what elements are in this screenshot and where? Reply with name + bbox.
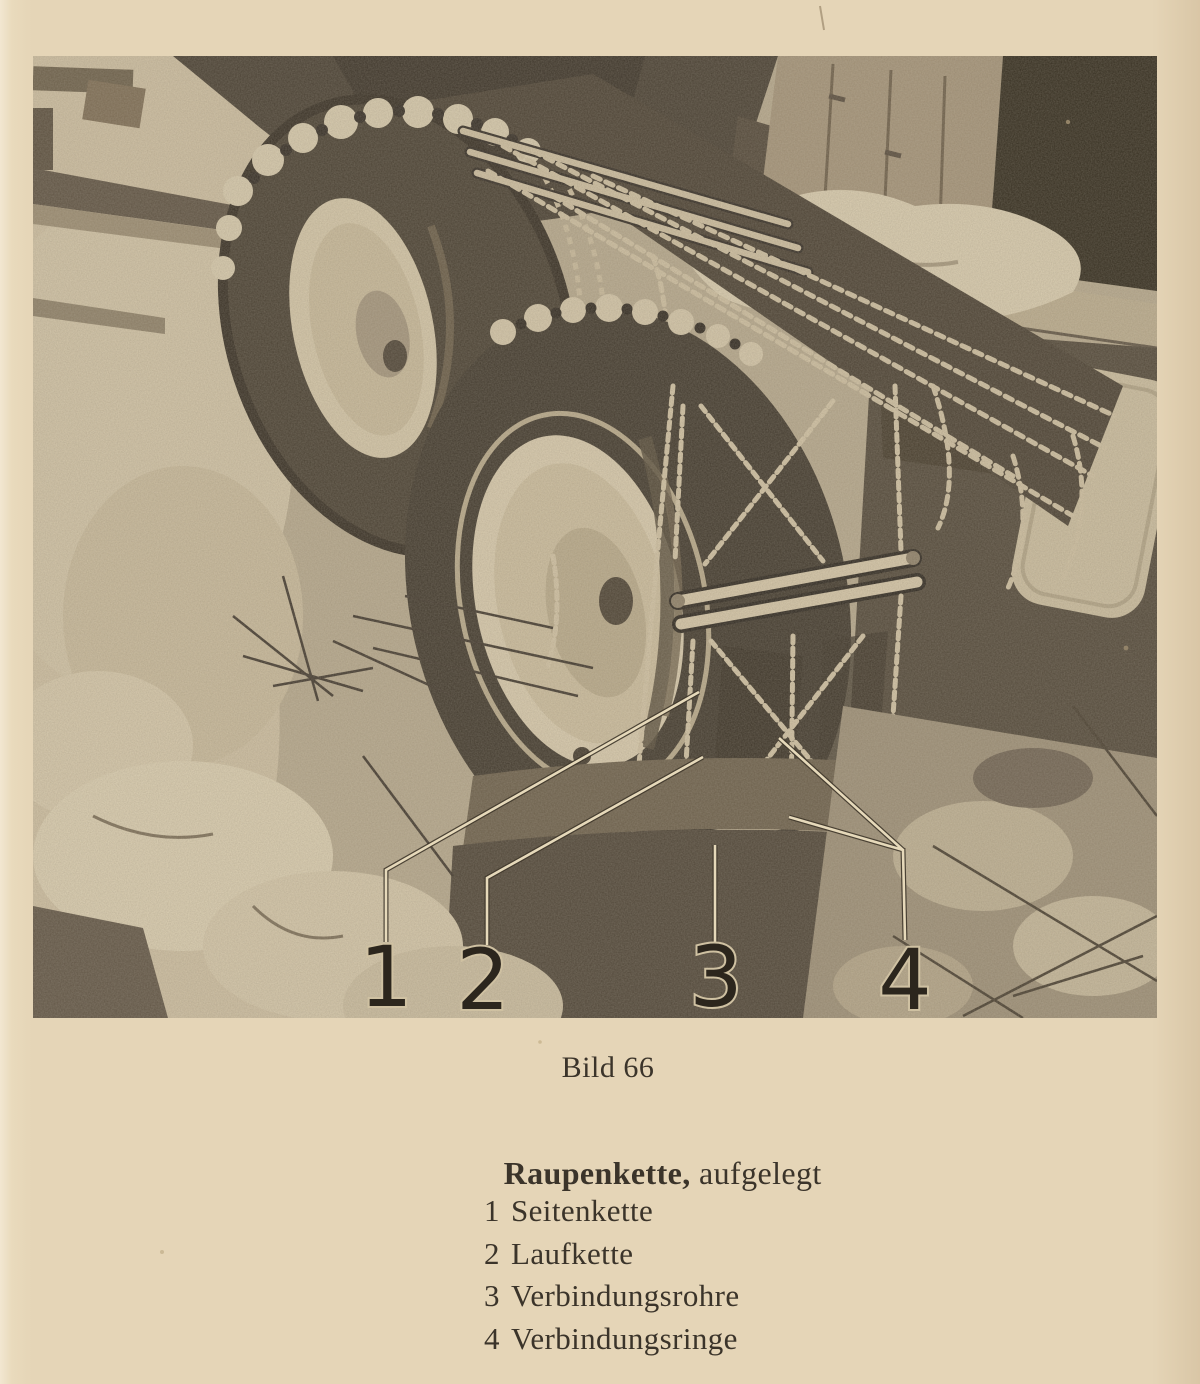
photo-callout-3: 3	[689, 928, 743, 1018]
legend-item-label: Verbindungsringe	[511, 1320, 738, 1356]
legend-list	[484, 1193, 740, 1363]
legend-item	[484, 1193, 740, 1236]
legend-item	[484, 1321, 740, 1364]
legend-item	[484, 1278, 740, 1321]
photo-callout-1: 1	[359, 928, 413, 1018]
legend-item	[484, 1236, 740, 1279]
legend-item-label: Verbindungsrohre	[511, 1278, 740, 1313]
legend-item-label: Seitenkette	[511, 1193, 654, 1228]
figure-title-bold: Raupenkette,	[503, 1155, 691, 1191]
legend-item-number: 3	[484, 1278, 500, 1313]
photo-callout-4: 4	[878, 931, 932, 1018]
figure-title-regular: aufgelegt	[690, 1155, 822, 1191]
figure-caption: Bild 66	[561, 1051, 655, 1084]
legend-item-number: 1	[484, 1193, 500, 1228]
wheel-chain-photo-illustration	[33, 56, 1157, 1018]
legend-item-label: Laufkette	[511, 1235, 634, 1271]
legend-item-number: 2	[484, 1235, 500, 1271]
legend-item-number: 4	[484, 1320, 500, 1356]
photo-callout-2: 2	[456, 931, 510, 1018]
figure-photo	[33, 56, 1157, 1018]
